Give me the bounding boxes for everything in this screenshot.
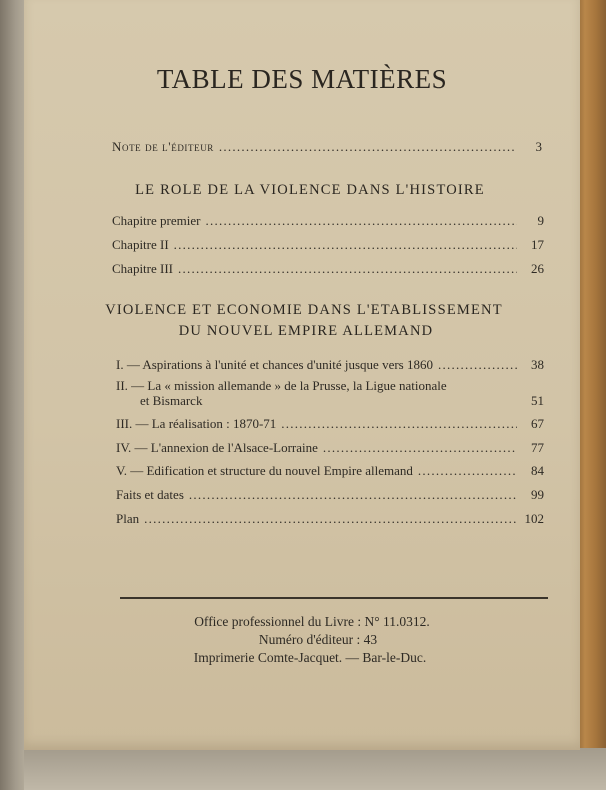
leader-dots: [144, 511, 517, 527]
imprint-line: Imprimerie Comte-Jacquet. — Bar-le-Duc.: [193, 650, 427, 665]
part-heading: VIOLENCE ET ECONOMIE DANS L'ETABLISSEMENT: [105, 302, 503, 318]
toc-entry-faits-et-dates: [116, 487, 544, 503]
toc-entry-section-4: [116, 440, 544, 456]
toc-entry-chapter-2: [112, 237, 544, 253]
leader-dots: [174, 237, 517, 253]
leader-dots: [438, 357, 517, 373]
toc-entry-note: [112, 139, 542, 155]
toc-entry-label: Chapitre III: [112, 261, 174, 276]
toc-entry-page: 26: [531, 261, 544, 276]
part-heading: DU NOUVEL EMPIRE ALLEMAND: [178, 323, 434, 339]
imprint-line: Numéro d'éditeur : 43: [258, 632, 378, 647]
toc-entry-page: 51: [531, 393, 544, 408]
toc-entry-chapter-1: [112, 213, 544, 229]
toc-entry-page: 67: [531, 416, 544, 431]
toc-entry-page: 9: [537, 213, 544, 228]
book-page: [24, 0, 580, 750]
toc-entry-page: 17: [531, 237, 544, 252]
toc-entry-label: V. — Edification et structure du nouvel Empire allemand: [116, 463, 413, 478]
page-title: TABLE DES MATIÈRES: [156, 64, 448, 94]
toc-entry-label: III. — La réalisation : 1870-71: [116, 416, 277, 431]
toc-entry-label: Chapitre premier: [112, 213, 201, 228]
toc-entry-chapter-3: [112, 261, 544, 277]
leader-dots: [281, 416, 517, 432]
leader-dots: [178, 261, 517, 277]
toc-entry-page: 84: [531, 463, 544, 478]
toc-entry-label: et Bismarck: [140, 393, 203, 408]
toc-entry-label: Chapitre II: [112, 237, 169, 252]
toc-entry-label: Note de l'éditeur: [112, 139, 214, 154]
toc-entry-section-5: [116, 463, 544, 479]
leader-dots: [219, 139, 515, 155]
toc-entry-page: 99: [531, 487, 544, 502]
toc-entry-page: 102: [524, 511, 544, 526]
toc-entry-label: II. — La « mission allemande » de la Prusse, la Ligue nationale: [116, 378, 447, 393]
leader-dots: [323, 440, 517, 456]
part-heading: LE ROLE DE LA VIOLENCE DANS L'HISTOIRE: [135, 182, 485, 198]
toc-entry-page: 77: [531, 440, 544, 455]
leader-dots: [418, 463, 517, 479]
toc-entry-section-2: [116, 378, 544, 408]
leader-dots: [189, 487, 517, 503]
toc-entry-page: 38: [531, 357, 544, 372]
leader-dots: [205, 213, 517, 229]
toc-entry-section-3: [116, 416, 544, 432]
toc-entry-plan: [116, 511, 544, 527]
toc-entry-section-1: [116, 357, 544, 373]
toc-entry-label: Plan: [116, 511, 140, 526]
toc-entry-label: Faits et dates: [116, 487, 184, 502]
toc-entry-label: IV. — L'annexion de l'Alsace-Lorraine: [116, 440, 318, 455]
background-surface: [24, 748, 606, 790]
imprint-line: Office professionnel du Livre : N° 11.0312.: [194, 614, 430, 629]
horizontal-rule: [120, 597, 548, 599]
book-gutter-shadow: [0, 0, 26, 790]
toc-entry-page: 3: [535, 139, 542, 154]
toc-entry-label: I. — Aspirations à l'unité et chances d'unité jusque vers 1860: [116, 357, 433, 372]
